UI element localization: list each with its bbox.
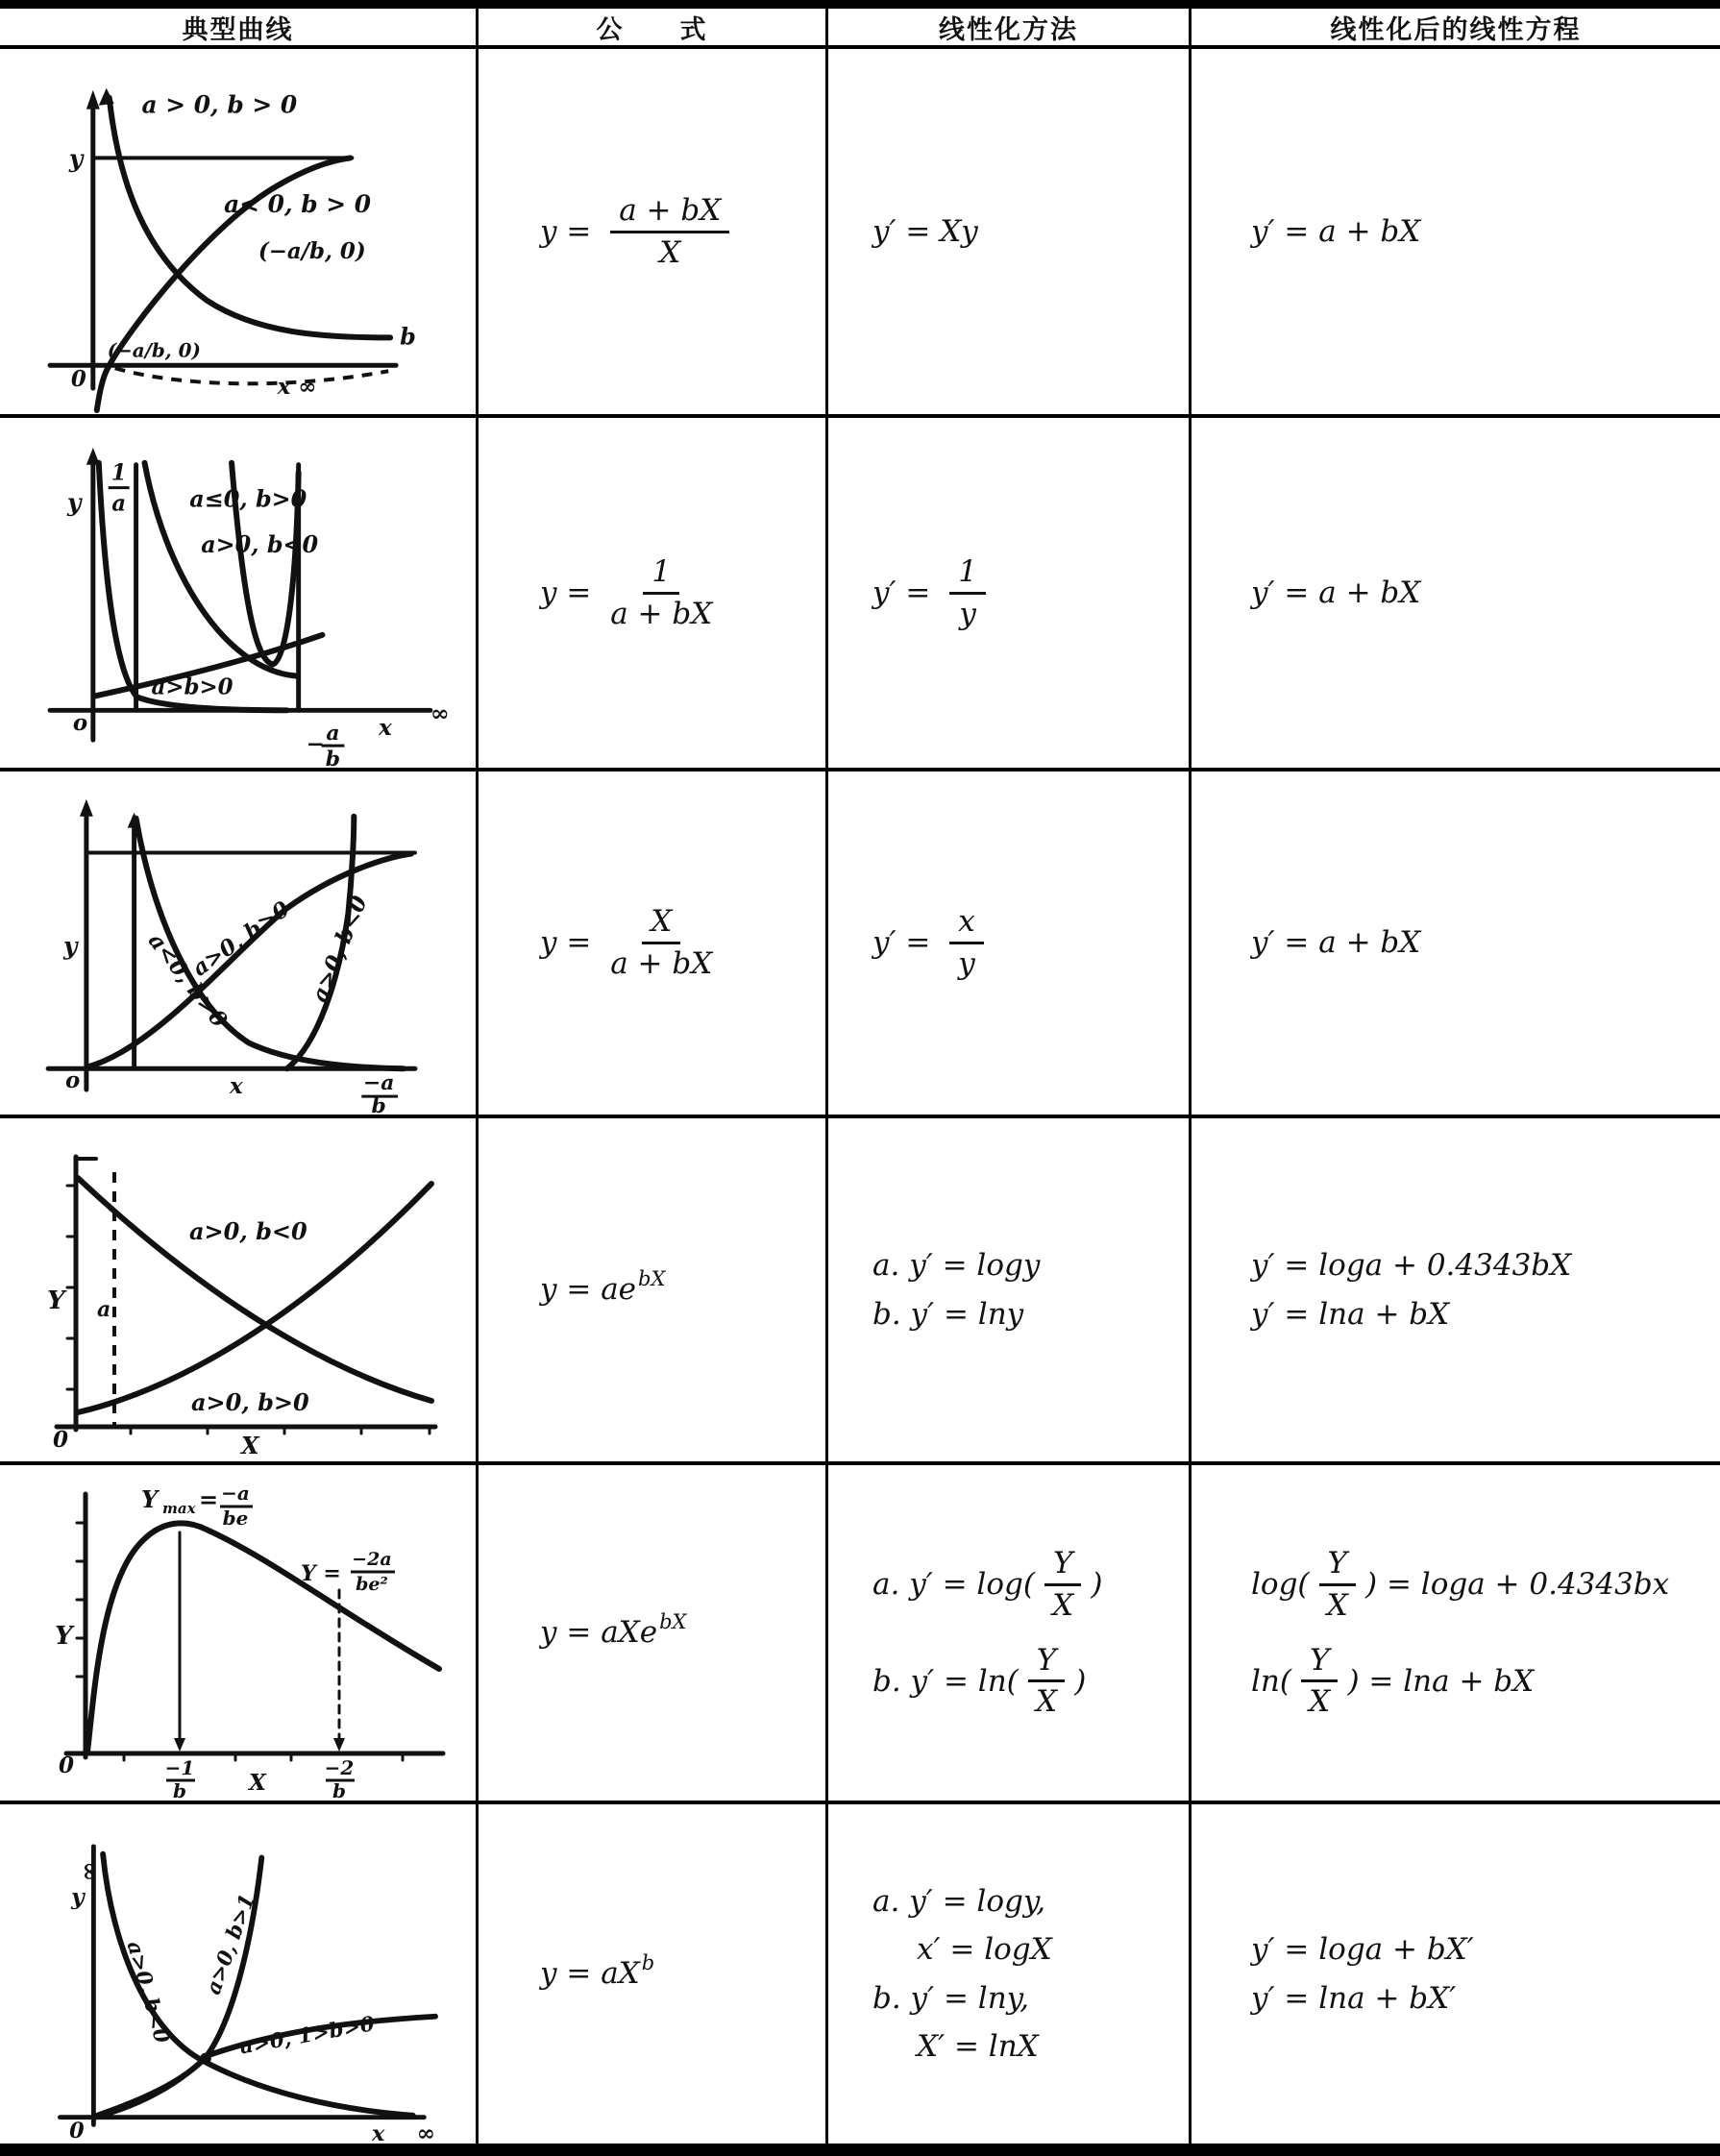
rot-label-a-pos-b-neg: a>0, b<0 [307,892,373,1006]
method-5b-den: X [1035,1684,1058,1720]
label-x-infinity: x ∞ [277,375,316,401]
graph-power-function [8,1807,469,2142]
rot-label-b-between: a>0, 1>b>0 [237,2011,377,2059]
peak-frac-num: −a [220,1482,250,1505]
method-3-fraction [949,905,983,980]
label-a-neg-b-pos: a< 0, b > 0 [223,190,371,219]
method-5-lines [872,1547,1103,1719]
root-frac-num: a [325,721,340,747]
label-origin: o [64,1068,80,1094]
linear-5b-pre: ln( [1251,1663,1291,1699]
method-4-line-b: b. y′ = lny [872,1296,1024,1332]
formula-6-base: y = aX [540,1956,640,1992]
formula-2-numerator: 1 [643,555,679,595]
formula-2-denominator: a + bX [610,596,713,631]
label-a: a [96,1296,111,1322]
label-b: b [399,323,416,351]
peak-label-sub: max [161,1500,196,1517]
formula-3-lead: y = [540,925,602,961]
formula-4 [540,1266,666,1308]
x2-frac-num: −2 [324,1756,354,1779]
asymptote-frac-den: b [371,1093,386,1114]
label-y: y [62,931,77,960]
formula-3-numerator: X [642,905,680,944]
method-5-line-a [872,1547,1103,1622]
x1-frac-num: −1 [164,1756,194,1779]
linear-5a-num: Y [1319,1547,1356,1586]
method-5a-pre: a. y′ = log( [872,1567,1035,1603]
formula-4-exponent: bX [638,1266,666,1290]
method-5-line-b [872,1644,1086,1719]
formula-1-denominator: X [659,234,681,270]
x1-frac-den: b [172,1779,186,1801]
header-formula [479,9,828,49]
method-5b-post: ) [1074,1663,1087,1699]
method-6-line-2: x′ = logX [917,1932,1052,1968]
row2-method-cell [828,418,1192,772]
method-2 [872,555,995,630]
row5-formula-cell [479,1465,828,1804]
frac-1-over-a-num: 1 [111,460,127,486]
label-X: X [240,1431,259,1457]
method-3-numerator: x [949,905,983,944]
linear-5a-post: ) = loga + 0.4343bx [1365,1567,1670,1603]
peak-label-eq: = [198,1485,218,1513]
row4-method-cell [828,1118,1192,1465]
formula-1-lead: y = [540,213,602,249]
graph-hyperbola-a-plus-bx-over-x [1,50,476,413]
formula-4-base: y = ae [540,1272,637,1308]
label-origin: 0 [52,1426,68,1453]
pt2-frac-num: −2a [351,1549,392,1570]
row4-formula-cell [479,1118,828,1465]
linear-5b-den: X [1309,1684,1331,1720]
curve-decay [78,1178,431,1401]
linear-5-line-a [1251,1547,1669,1622]
graph-one-over-a-plus-bx [1,419,476,767]
label-origin: 0 [58,1752,74,1778]
peak-label-Y: Y [140,1485,158,1513]
linear-1: y′ = a + bX [1251,213,1421,249]
linear-3: y′ = a + bX [1251,925,1421,961]
method-2-denominator: y [959,596,976,631]
linear-5-lines [1251,1547,1669,1719]
asymptote-frac-num: −a [362,1070,394,1096]
label-x: x [371,2120,384,2142]
row4-graph-cell [0,1118,479,1465]
row4-linear-cell [1192,1118,1720,1465]
label-y: y [66,488,81,517]
formula-5-base: y = aXe [540,1615,658,1651]
label-origin: 0 [68,2118,85,2142]
label-case-3: a>b>0 [151,674,233,700]
linear-6-line-a: y′ = loga + bX′ [1251,1932,1474,1968]
method-6-line-4: X′ = lnX [917,2028,1039,2064]
row2-formula-cell [479,418,828,772]
formula-2-lead: y = [540,575,602,610]
linear-4-lines [1251,1249,1571,1330]
method-2-fraction [949,555,986,630]
y-axis-arrow [86,90,99,110]
label-a-pos-b-pos: a > 0, b > 0 [141,90,297,119]
method-6-line-3: b. y′ = lny, [872,1980,1029,2016]
formula-5 [540,1609,687,1651]
row6-linear-cell [1192,1804,1720,2144]
label-case-1: a≤0, b>0 [188,485,307,513]
method-3 [872,905,994,980]
graph-x-over-a-plus-bx [1,772,476,1114]
y-axis-arrow [79,799,92,817]
formula-5-exponent: bX [659,1609,687,1633]
linear-5b-fraction [1301,1644,1338,1719]
header-method [828,9,1192,49]
label-Y: Y [54,1622,73,1651]
method-5a-post: ) [1091,1567,1103,1603]
inflection-drop-arrow [333,1738,345,1752]
method-5b-num: Y [1028,1644,1065,1683]
row6-method-cell [828,1804,1192,2144]
formula-1-fraction [610,194,729,269]
row6-graph-cell [0,1804,479,2144]
method-2-numerator: 1 [949,555,986,595]
label-root-2: (−a/b, 0) [107,338,201,362]
method-5a-num: Y [1044,1547,1081,1586]
pt2-frac-den: be² [355,1574,388,1595]
method-5b-fraction [1028,1644,1065,1719]
formula-2-fraction [610,555,712,630]
method-1: y′ = Xy [872,213,978,249]
graph-x-exponential-peak [1,1465,476,1801]
method-5a-fraction [1044,1547,1081,1622]
row1-formula-cell [479,49,828,418]
formula-6 [540,1950,655,1992]
method-5b-pre: b. y′ = ln( [872,1663,1019,1699]
formula-3 [540,905,722,980]
header-linearized-label: 线性化后的线性方程 [1330,14,1582,44]
row5-method-cell [828,1465,1192,1804]
x2-frac-den: b [332,1779,346,1801]
row6-formula-cell [479,1804,828,2144]
formula-1-numerator: a + bX [610,194,729,233]
peak-frac-den: be [222,1507,248,1530]
curve-rising [87,854,410,1067]
root-minus-sign: − [306,732,325,758]
row2-linear-cell [1192,418,1720,772]
formula-2 [540,555,722,630]
linear-4-line-b: y′ = lna + bX [1251,1296,1450,1332]
row3-method-cell [828,772,1192,1118]
dashed-branch [114,368,387,383]
method-4-lines [872,1249,1040,1330]
method-6-line-1: a. y′ = logy, [872,1884,1046,1920]
row3-graph-cell [0,772,479,1118]
label-origin: o [72,711,87,737]
linear-5a-pre: log( [1251,1567,1310,1603]
header-method-label: 线性化方法 [939,14,1078,44]
label-Y: Y [46,1286,65,1315]
linear-5b-post: ) = lna + bX [1347,1663,1535,1699]
header-formula-label: 公 式 [596,14,708,44]
label-x: x [378,716,392,742]
formula-1 [540,194,739,269]
rot-label-a-pos-b-pos: a>0, b>0 [187,896,294,982]
formula-3-fraction [610,905,712,980]
formula-6-exponent: b [641,1950,655,1974]
rot-label-b-gt-1: a>0, b>1 [201,1890,260,1997]
row5-graph-cell [0,1465,479,1804]
row2-graph-cell [0,418,479,772]
label-infinity-top: ∞ [76,1860,106,1881]
linear-5a-den: X [1326,1587,1348,1623]
row3-linear-cell [1192,772,1720,1118]
linear-4-line-a: y′ = loga + 0.4343bX [1251,1248,1572,1284]
frac-1-over-a-den: a [111,491,126,517]
row5-linear-cell [1192,1465,1720,1804]
row1-method-cell [828,49,1192,418]
linear-6-lines [1251,1933,1474,2014]
header-typical-curve [0,9,479,49]
row1-graph-cell [0,49,479,418]
formula-3-denominator: a + bX [610,946,713,981]
linear-5a-fraction [1319,1547,1356,1622]
header-linearized [1192,9,1720,49]
label-origin: 0 [70,367,86,393]
label-a-pos-b-neg: a>0, b<0 [188,1216,307,1245]
label-y: y [70,1883,85,1910]
header-typical-curve-label: 典型曲线 [182,14,294,44]
label-x: x [229,1074,243,1100]
linear-2: y′ = a + bX [1251,575,1421,610]
linear-5-line-b [1251,1644,1534,1719]
row1-linear-cell [1192,49,1720,418]
row3-formula-cell [479,772,828,1118]
label-infinity: ∞ [430,699,450,727]
label-a-pos-b-pos: a>0, b>0 [190,1387,309,1416]
label-X: X [248,1770,266,1796]
root-frac-den: b [325,747,340,767]
method-3-denominator: y [958,946,975,981]
graph-exponential [1,1124,476,1457]
label-infinity: ∞ [416,2119,435,2142]
rot-label-b-neg: a>0, b<0 [121,1938,174,2046]
rot-label-a-neg-b-pos: a<0, b>0 [142,928,232,1033]
label-y: y [68,144,83,173]
linear-5b-num: Y [1301,1644,1338,1683]
pt2-label: Y = [300,1561,341,1586]
method-4-line-a: a. y′ = logy [872,1248,1041,1284]
crossing-dot [200,2052,211,2064]
method-5a-den: X [1052,1587,1074,1623]
method-3-lead: y′ = [872,925,941,961]
peak-drop-arrow [174,1738,185,1752]
method-2-lead: y′ = [872,575,941,610]
method-6-lines [872,1885,1052,2062]
label-case-2: a>0, b<0 [200,531,318,559]
linear-6-line-b: y′ = lna + bX′ [1251,1980,1457,2016]
label-root-1: (−a/b, 0) [258,238,366,264]
curve-descending [135,819,403,1069]
